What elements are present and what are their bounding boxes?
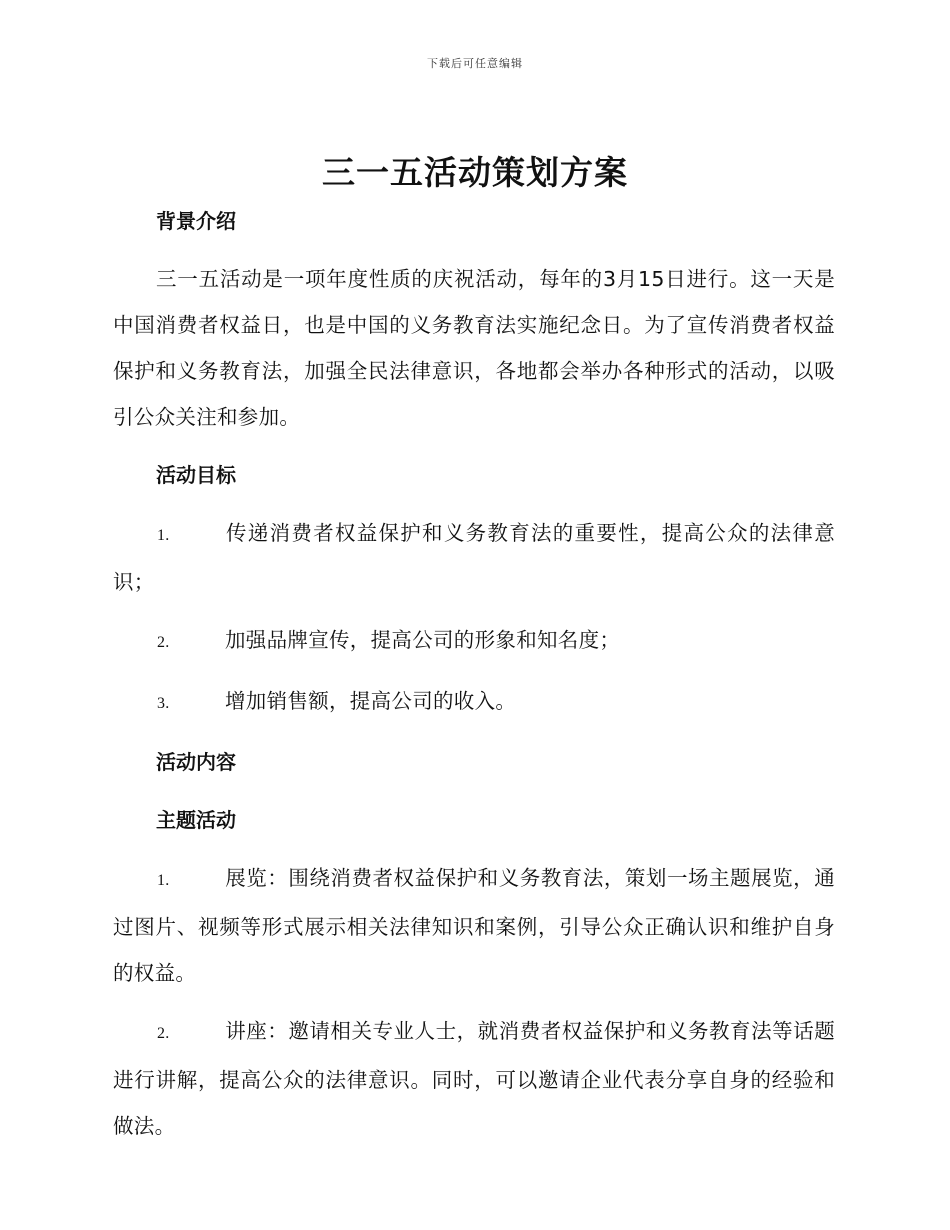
background-paragraph: 三一五活动是一项年度性质的庆祝活动，每年的3月15日进行。这一天是中国消费者权益日，也是中国的义务教育法实施纪念日。为了宣传消费者权益保护和义务教育法，加强全民法律意识，各地都会举办各种形式的活动，以吸引公众关注和参加。 <box>113 267 835 429</box>
document-body <box>113 198 835 1161</box>
section-heading-background: 背景介绍 <box>156 209 236 233</box>
content-item-1 <box>113 855 835 996</box>
header-note: 下载后可任意编辑 <box>427 57 523 70</box>
goal-item-2 <box>113 617 835 666</box>
list-item-text: 增加销售额，提高公司的收入。 <box>225 689 517 713</box>
list-item-text: 传递消费者权益保护和义务教育法的重要性，提高公众的法律意识； <box>113 521 835 594</box>
section-heading-goals: 活动目标 <box>156 463 236 487</box>
goal-item-3 <box>113 678 835 727</box>
list-number: 1. <box>157 872 170 889</box>
list-item-text: 展览：围绕消费者权益保护和义务教育法，策划一场主题展览，通过图片、视频等形式展示相关法律知识和案例，引导公众正确认识和维护自身的权益。 <box>113 866 835 985</box>
list-item-text: 加强品牌宣传，提高公司的形象和知名度； <box>225 628 621 652</box>
goal-item-1 <box>113 510 835 605</box>
document-title: 三一五活动策划方案 <box>322 153 628 192</box>
list-number: 2. <box>157 1025 170 1042</box>
subsection-heading-theme: 主题活动 <box>156 808 236 832</box>
list-number: 3. <box>157 695 170 712</box>
list-item-text: 讲座：邀请相关专业人士，就消费者权益保护和义务教育法等话题进行讲解，提高公众的法律意识。同时，可以邀请企业代表分享自身的经验和做法。 <box>113 1019 835 1138</box>
list-number: 2. <box>157 634 170 651</box>
list-number: 1. <box>157 527 170 544</box>
section-heading-content: 活动内容 <box>156 750 236 774</box>
content-item-2 <box>113 1008 835 1149</box>
